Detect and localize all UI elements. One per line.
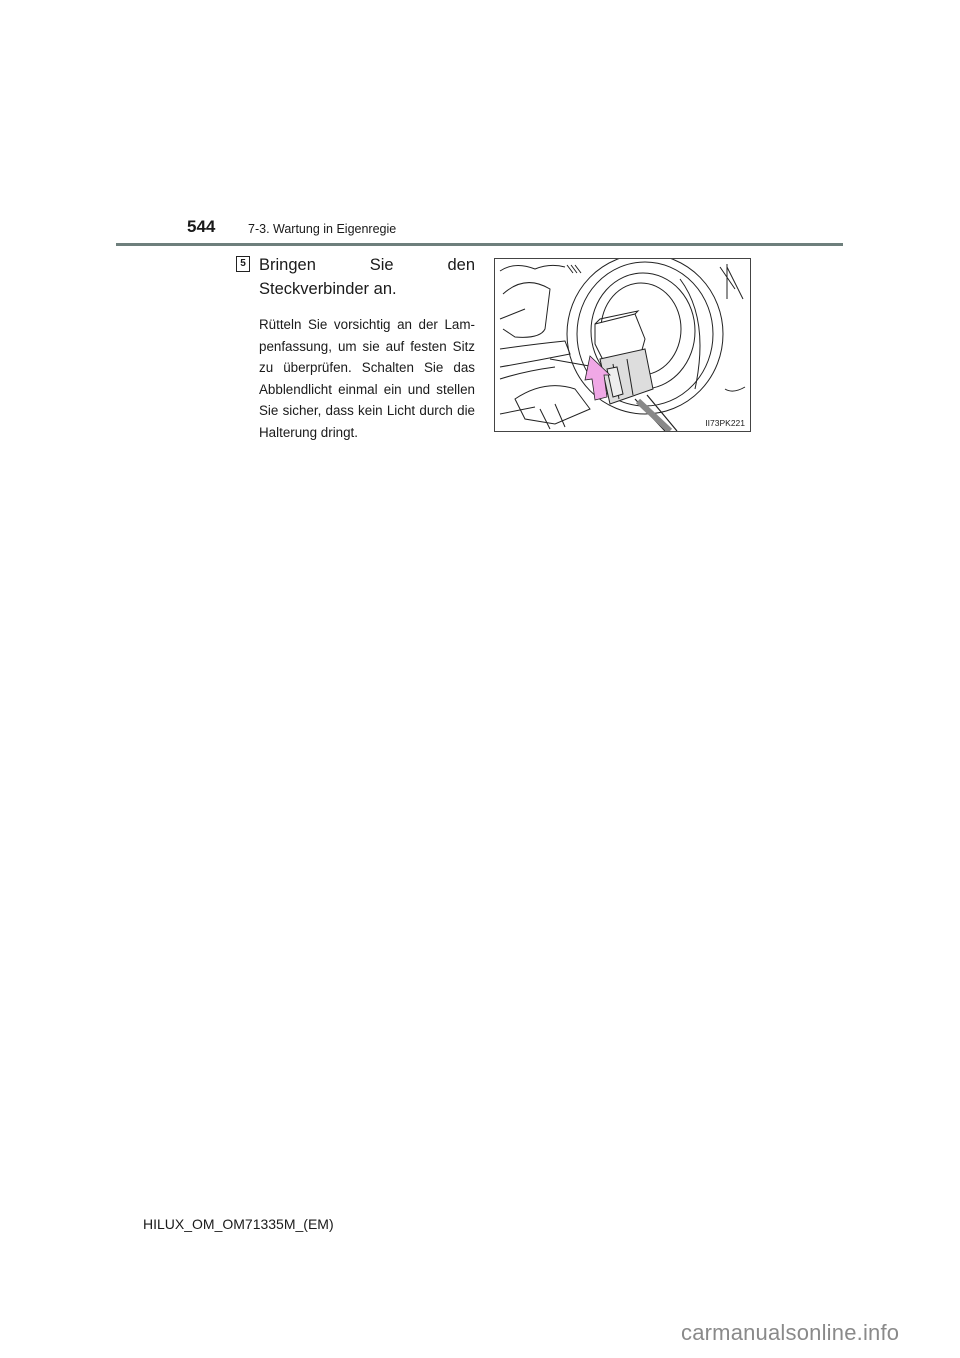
headlight-connector-illustration-icon: [495, 259, 750, 431]
document-id: HILUX_OM_OM71335M_(EM): [143, 1216, 334, 1232]
connector-illustration: [494, 258, 751, 432]
figure-code: II73PK221: [705, 418, 745, 428]
step-description: Rütteln Sie vorsichtig an der Lampenfassung, um sie auf festen Sitz zu überprüfen. Schalten Sie das Abblendlicht einmal ein und stellen Sie sicher, dass kein Licht durch die Halterung dringt.: [259, 317, 475, 440]
step-number-badge: 5: [236, 256, 250, 272]
section-title: 7-3. Wartung in Eigenregie: [248, 222, 397, 236]
header-rule: [116, 243, 843, 246]
page-number: 544: [187, 217, 216, 236]
watermark-link[interactable]: carmanualsonline.info: [681, 1320, 900, 1345]
step-title: Bringen Sie den Steckverbinder an.: [259, 256, 475, 298]
